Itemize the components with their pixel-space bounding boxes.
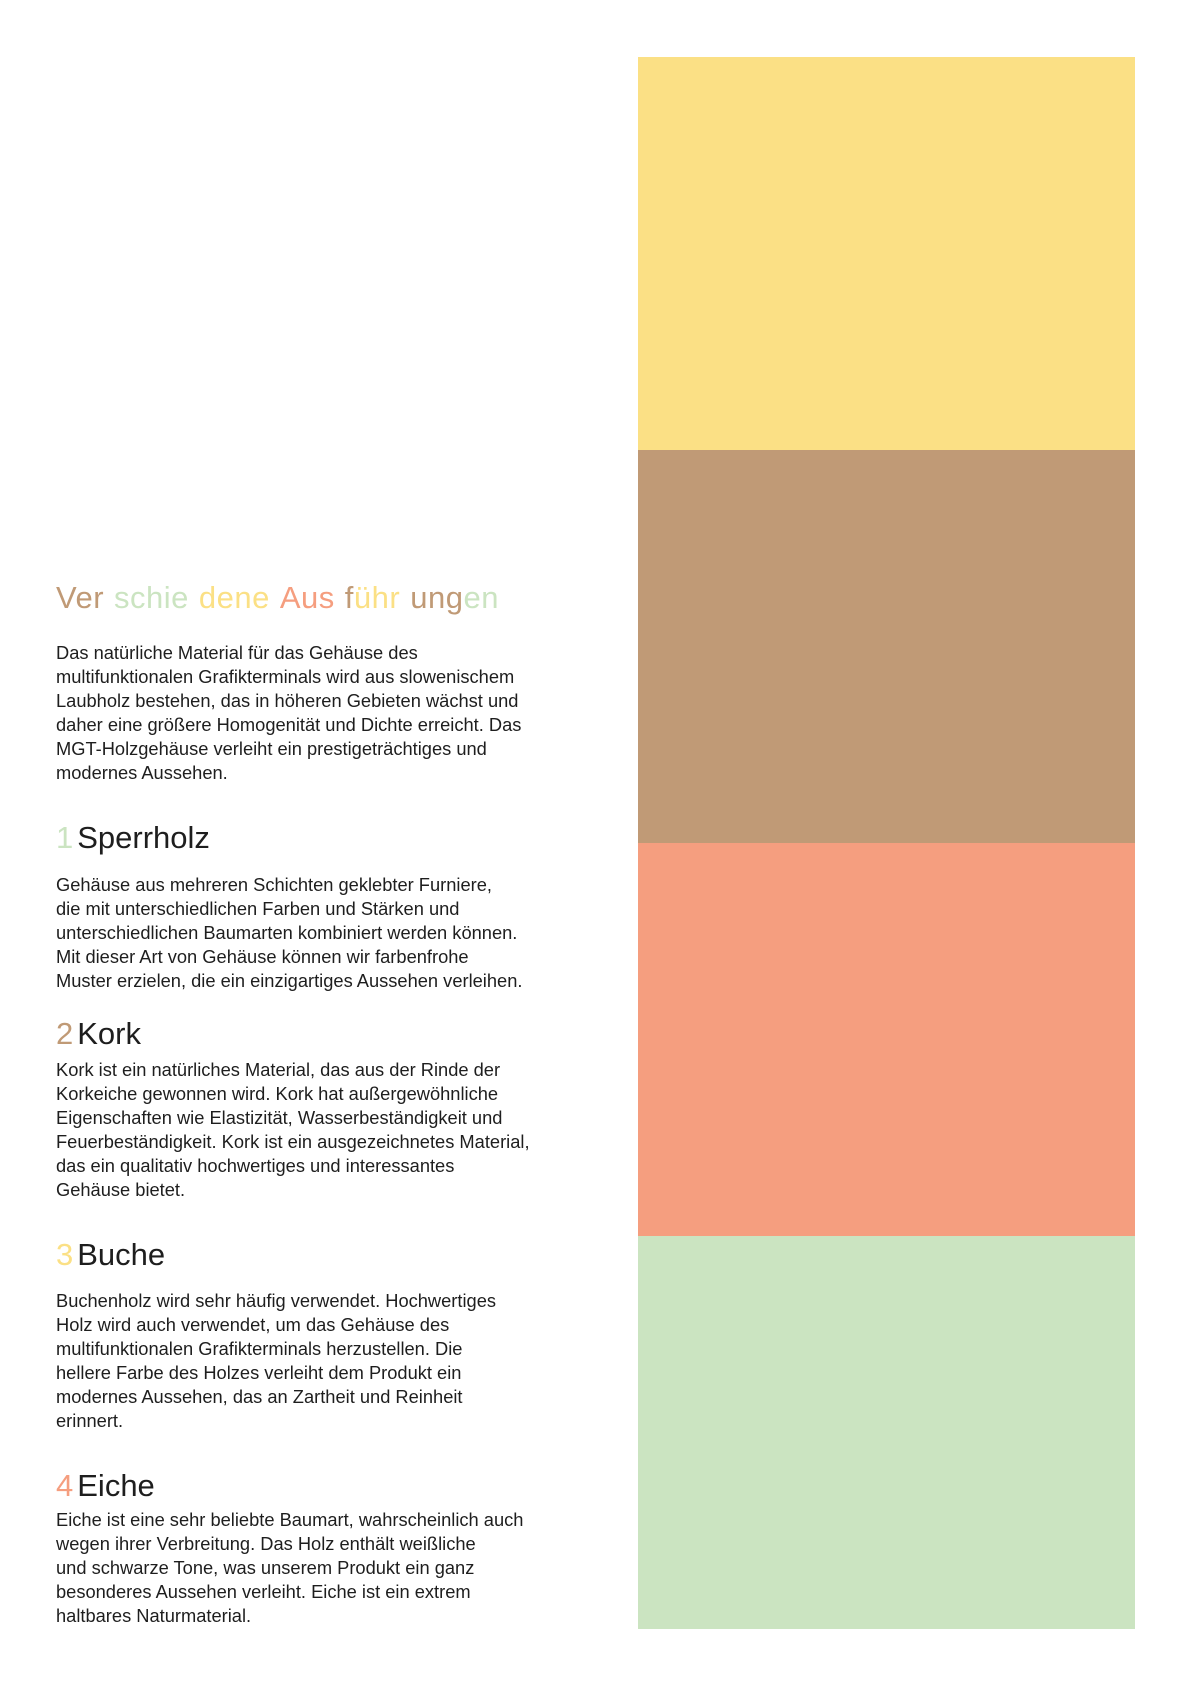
section-heading-sperrholz bbox=[56, 818, 210, 858]
title-segment: Ver bbox=[56, 580, 105, 615]
section-title: Eiche bbox=[77, 1468, 155, 1503]
swatch-salmon bbox=[638, 843, 1135, 1236]
title-segment: ung bbox=[410, 580, 464, 615]
section-number: 4 bbox=[56, 1468, 74, 1503]
swatch-yellow bbox=[638, 57, 1135, 450]
section-title: Sperrholz bbox=[77, 820, 210, 855]
section-title: Kork bbox=[77, 1016, 141, 1051]
title-segment: f bbox=[344, 580, 354, 615]
swatch-brown bbox=[638, 450, 1135, 843]
section-title: Buche bbox=[77, 1237, 166, 1272]
title-segment: schie bbox=[114, 580, 189, 615]
section-number: 3 bbox=[56, 1237, 74, 1272]
section-body-sperrholz: Gehäuse aus mehreren Schichten geklebter Furniere, die mit unterschiedlichen Farben und Stärken und unterschiedlichen Baumarten kombiniert werden können. Mit dieser Art von Gehäuse können wir farbenfrohe Muster erzielen, die ein einzigartiges Aussehen verleihen. bbox=[56, 874, 523, 991]
section-body-kork: Kork ist ein natürliches Material, das aus der Rinde der Korkeiche gewonnen wird. Kork hat außergewöhnliche Eigenschaften wie Elastizität, Wasserbeständigkeit und Feuerbeständigkeit. Kork ist ein ausgezeichnetes Material, das ein qualitativ hochwertiges und interessantes Gehäuse bietet. bbox=[56, 1059, 530, 1200]
section-heading-eiche bbox=[56, 1466, 155, 1506]
page-title bbox=[56, 576, 499, 620]
title-segment: Aus bbox=[279, 580, 335, 615]
section-number: 2 bbox=[56, 1016, 74, 1051]
intro-paragraph: Das natürliche Material für das Gehäuse des multifunktionalen Grafikterminals wird aus slowenischem Laubholz bestehen, das in höheren Gebieten wächst und daher eine größere Homogenität und Dichte erreicht. Das MGT-Holzgehäuse verleiht ein prestigeträchtiges und modernes Aussehen. bbox=[56, 642, 522, 783]
section-heading-buche bbox=[56, 1235, 165, 1275]
section-number: 1 bbox=[56, 820, 74, 855]
section-heading-kork bbox=[56, 1014, 141, 1054]
swatch-green bbox=[638, 1236, 1135, 1629]
title-segment: ühr bbox=[353, 580, 401, 615]
title-segment: en bbox=[463, 580, 499, 615]
title-segment: dene bbox=[198, 580, 270, 615]
section-body-eiche: Eiche ist eine sehr beliebte Baumart, wahrscheinlich auch wegen ihrer Verbreitung. Das Holz enthält weißliche und schwarze Tone, was unserem Produkt ein ganz besonderes Aussehen verleiht. Eiche ist ein extrem haltbares Naturmaterial. bbox=[56, 1509, 524, 1626]
section-body-buche: Buchenholz wird sehr häufig verwendet. Hochwertiges Holz wird auch verwendet, um das Gehäuse des multifunktionalen Grafikterminals herzustellen. Die hellere Farbe des Holzes verleiht dem Produkt ein modernes Aussehen, das an Zartheit und Reinheit erinnert. bbox=[56, 1290, 496, 1431]
